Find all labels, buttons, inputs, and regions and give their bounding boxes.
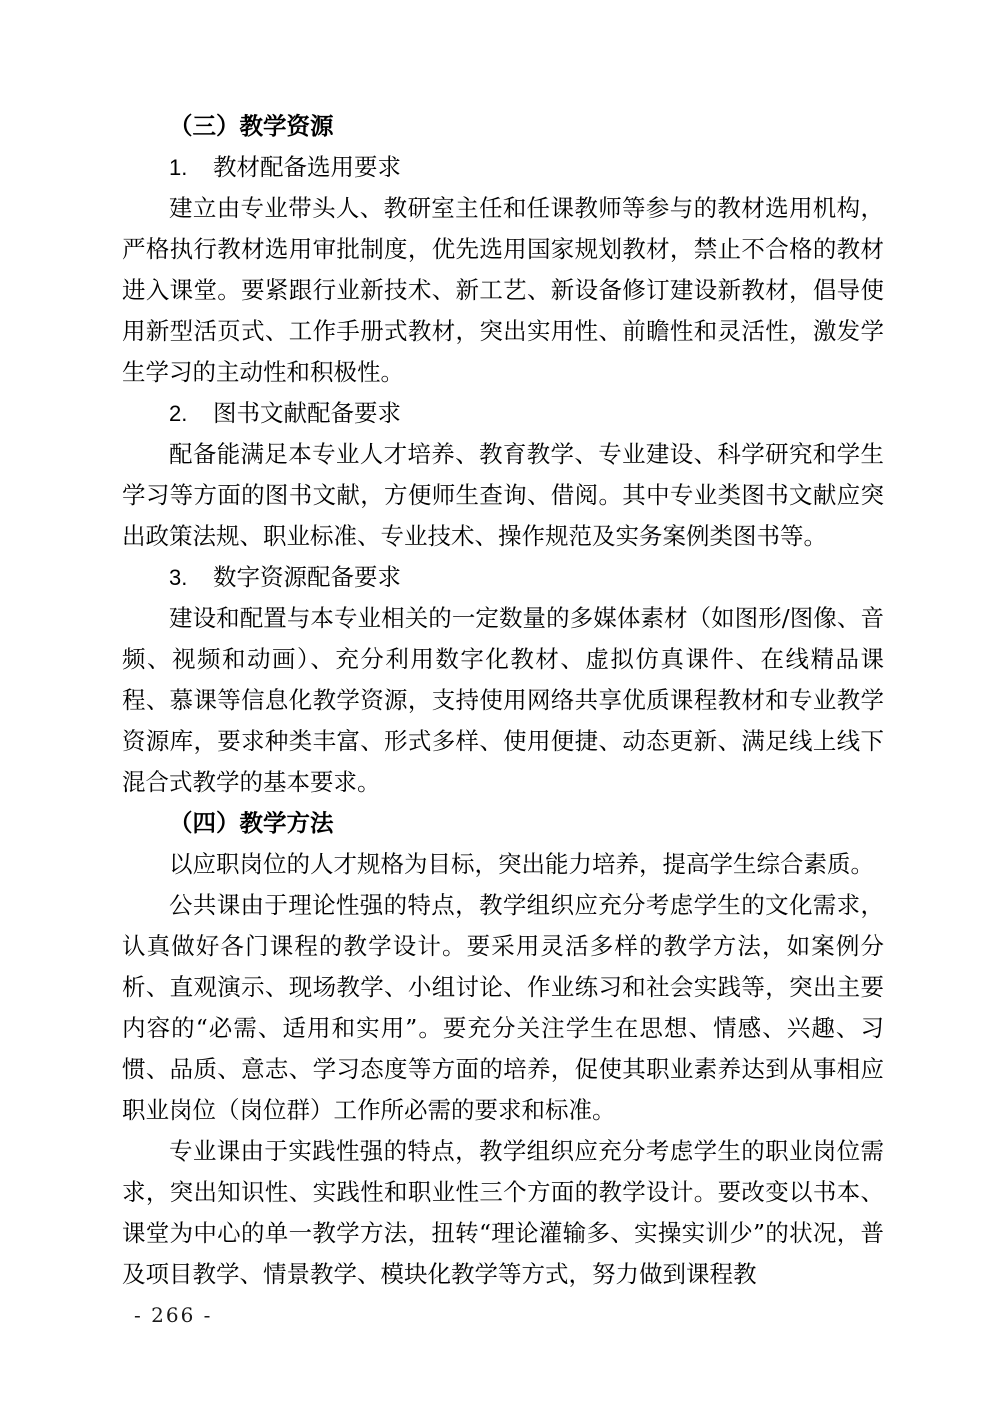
section-3-item-2-heading <box>122 393 884 434</box>
section-3-item-1-heading <box>122 147 884 188</box>
section-3-item-2-body: 配备能满足本专业人才培养、教育教学、专业建设、科学研究和学生学习等方面的图书文献，方便师生查询、借阅。其中专业类图书文献应突出政策法规、职业标准、专业技术、操作规范及实务案例类图书等。 <box>122 440 884 550</box>
section-3-heading: （三）教学资源 <box>169 112 334 140</box>
section-3-item-3-heading <box>122 557 884 598</box>
section-4-paragraph-1: 以应职岗位的人才规格为目标，突出能力培养，提高学生综合素质。 <box>169 850 874 878</box>
item-3-number: 3. <box>169 565 188 590</box>
section-4-heading: （四）教学方法 <box>169 809 334 837</box>
section-4-paragraph-3: 专业课由于实践性强的特点，教学组织应充分考虑学生的职业岗位需求，突出知识性、实践性和职业性三个方面的教学设计。要改变以书本、课堂为中心的单一教学方法，扭转“理论灌输多、实操实训少”的状况，普及项目教学、情景教学、模块化教学等方式，努力做到课程教 <box>122 1137 884 1288</box>
item-1-number: 1. <box>169 155 188 180</box>
item-1-title: 教材配备选用要求 <box>213 153 401 181</box>
page-number-footer: - 266 - <box>134 1303 213 1327</box>
section-3-item-3-body: 建设和配置与本专业相关的一定数量的多媒体素材（如图形/图像、音频、视频和动画）、充分利用数字化教材、虚拟仿真课件、在线精品课程、慕课等信息化教学资源，支持使用网络共享优质课程教材和专业教学资源库，要求种类丰富、形式多样、使用便捷、动态更新、满足线上线下混合式教学的基本要求。 <box>122 604 884 796</box>
section-4-paragraph-2: 公共课由于理论性强的特点，教学组织应充分考虑学生的文化需求，认真做好各门课程的教学设计。要采用灵活多样的教学方法，如案例分析、直观演示、现场教学、小组讨论、作业练习和社会实践等，突出主要内容的“必需、适用和实用”。要充分关注学生在思想、情感、兴趣、习惯、品质、意志、学习态度等方面的培养，促使其职业素养达到从事相应职业岗位（岗位群）工作所必需的要求和标准。 <box>122 891 884 1124</box>
document-content <box>122 106 884 1295</box>
item-2-number: 2. <box>169 401 188 426</box>
section-3-item-1-body: 建立由专业带头人、教研室主任和任课教师等参与的教材选用机构，严格执行教材选用审批制度，优先选用国家规划教材，禁止不合格的教材进入课堂。要紧跟行业新技术、新工艺、新设备修订建设新教材，倡导使用新型活页式、工作手册式教材，突出实用性、前瞻性和灵活性，激发学生学习的主动性和积极性。 <box>122 194 884 386</box>
item-3-title: 数字资源配备要求 <box>213 563 401 591</box>
item-2-title: 图书文献配备要求 <box>213 399 401 427</box>
